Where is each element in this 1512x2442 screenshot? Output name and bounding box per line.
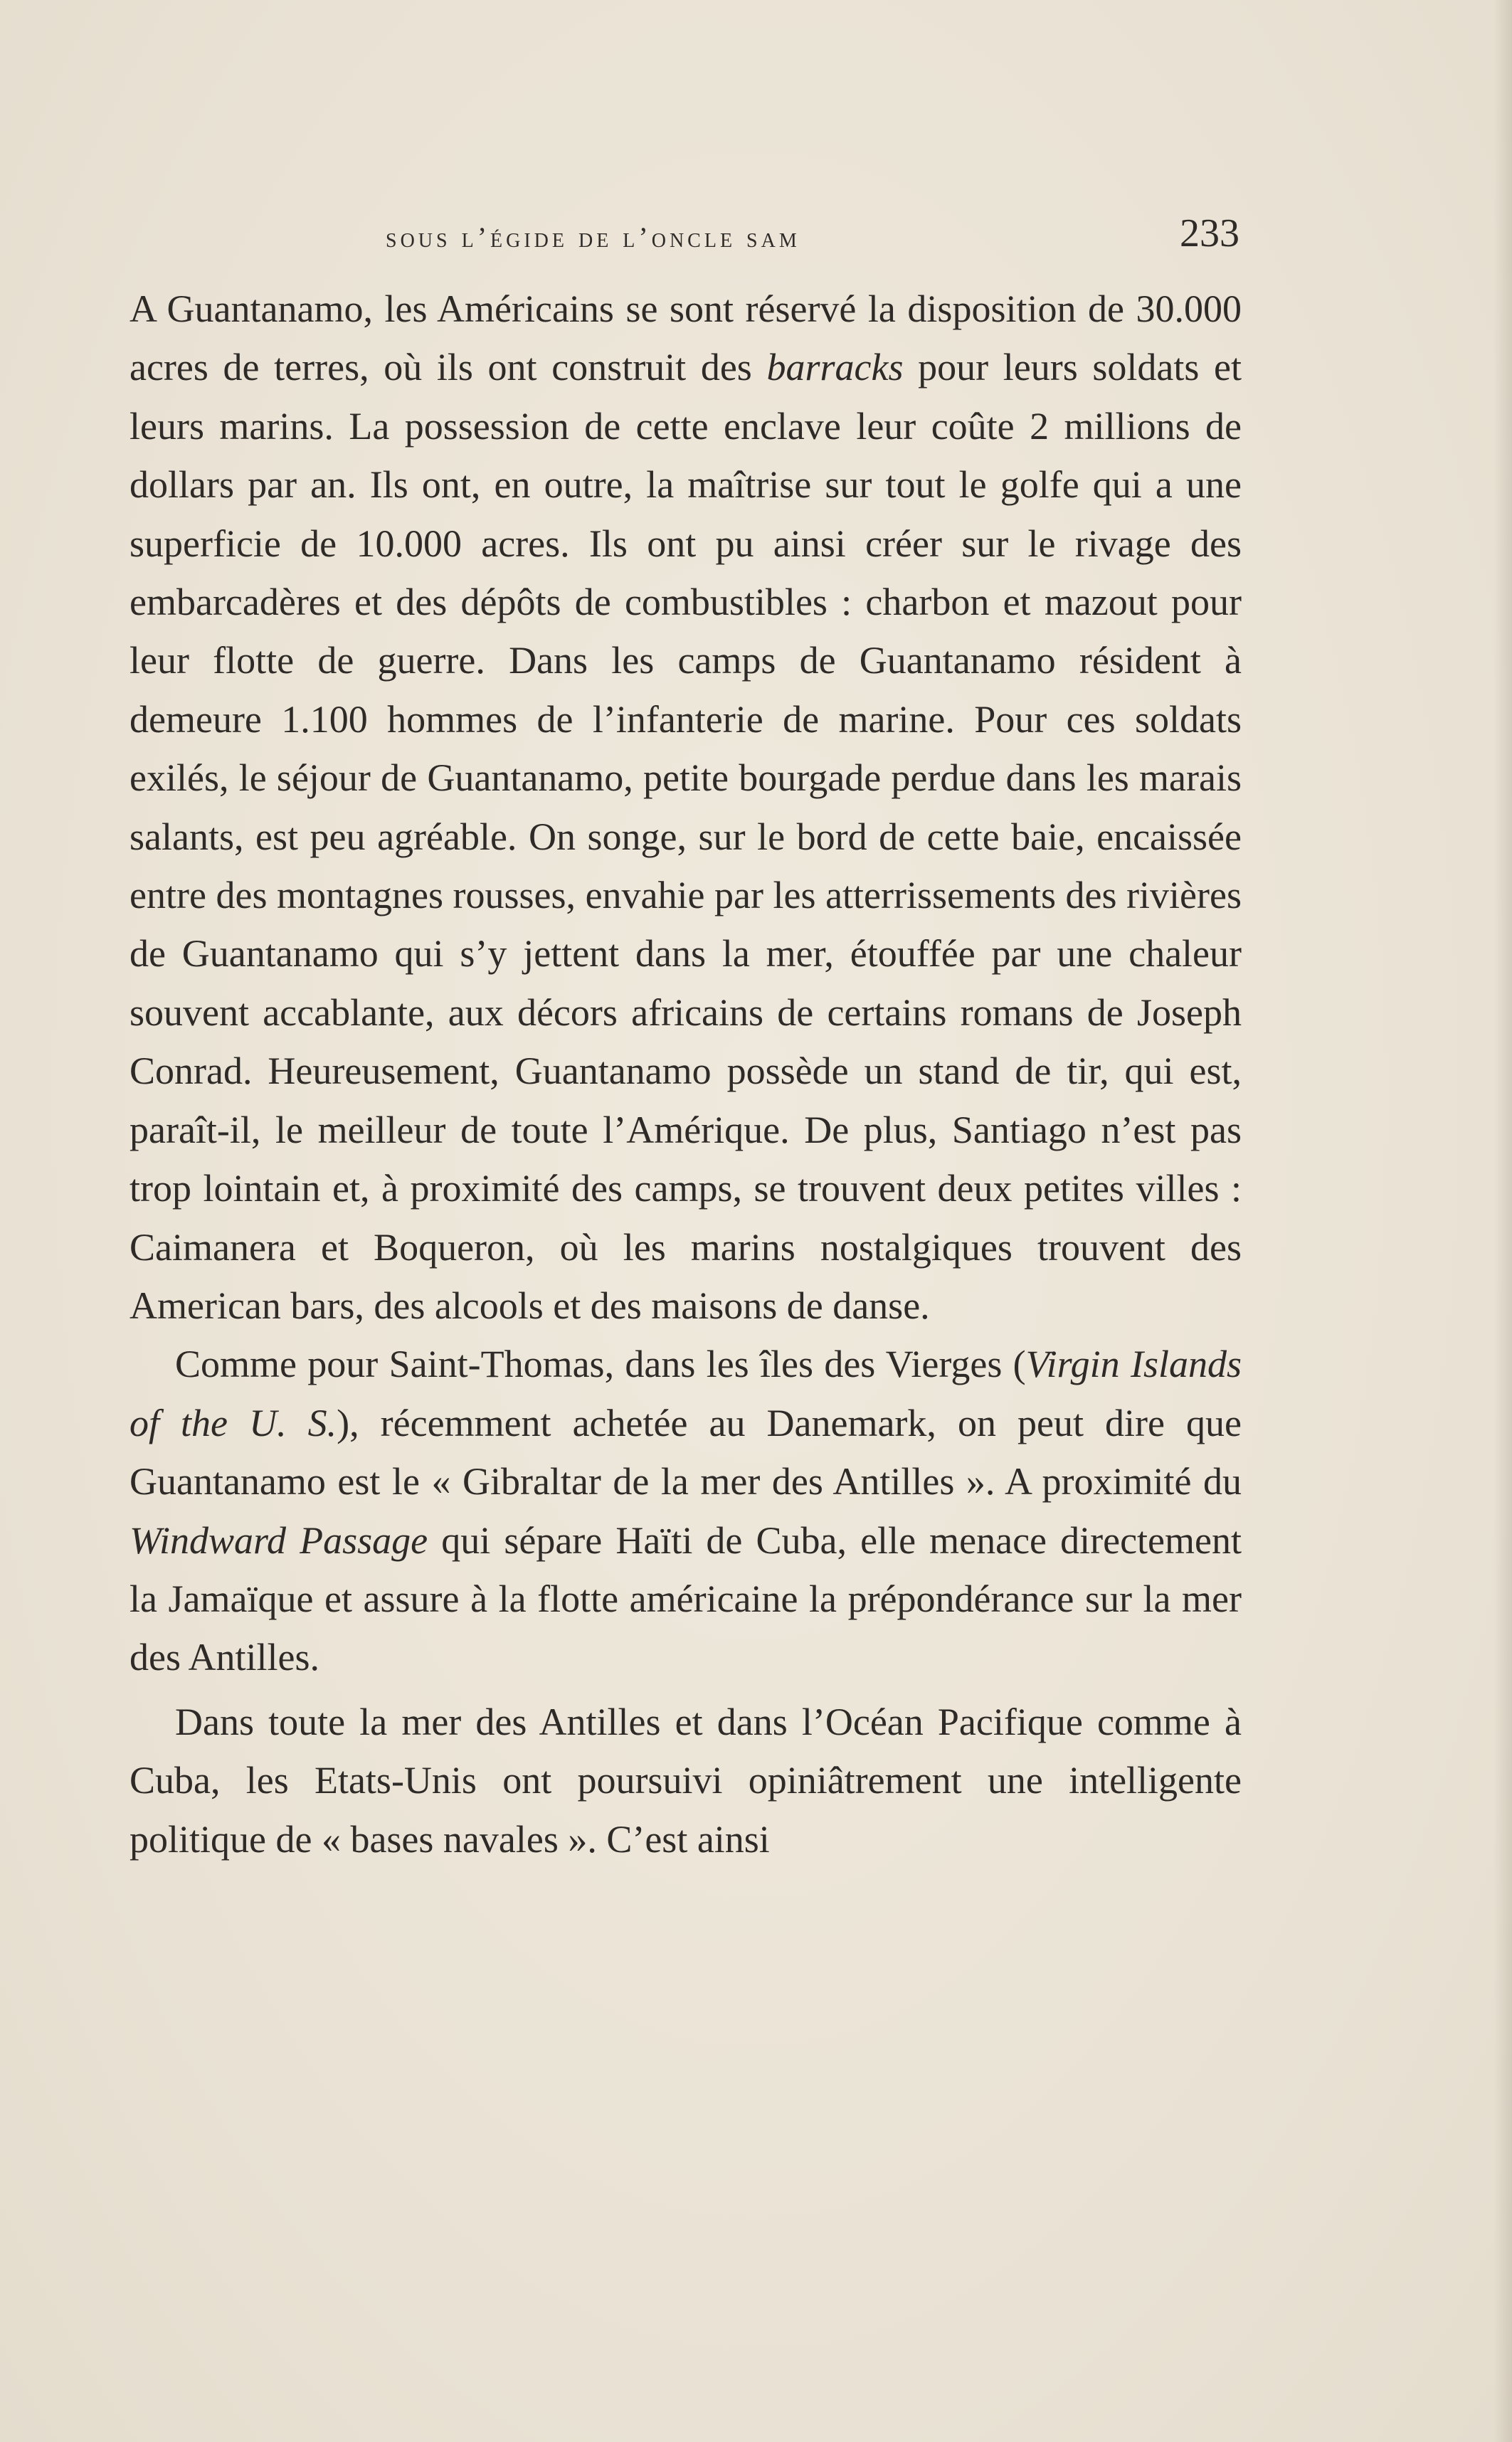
paragraph-antilles bbox=[129, 1693, 1242, 1868]
page-number: 233 bbox=[1180, 211, 1239, 255]
paragraph-text: ), récemment achetée au Danemark, on peut dire que Guantanamo est le « Gibraltar de la mer des Antilles ». A proximité du bbox=[129, 1401, 1242, 1503]
paragraph-text: Comme pour Saint-Thomas, dans les îles des Vierges ( bbox=[175, 1343, 1026, 1386]
paragraph-text: qui sépare Haïti de Cuba, elle menace directement la Jamaïque et assure à la flotte américaine la prépondérance sur la mer des Antilles. bbox=[129, 1518, 1242, 1679]
paragraph-saint-thomas bbox=[129, 1335, 1242, 1686]
italic-term-barracks: barracks bbox=[766, 346, 904, 389]
paragraph-text: pour leurs soldats et leurs marins. La possession de cette enclave leur coûte 2 millions de dollars par an. Ils ont, en outre, la maîtrise sur tout le golfe qui a une superficie de 10.000 acres. Ils ont pu ainsi créer sur le rivage des embarcadères et des dépôts de combustibles : charbon et mazout pour leur flotte de guerre. Dans les camps de Guantanamo résident à demeure 1.100 hommes de l’infanterie de marine. Pour ces soldats exilés, le séjour de Guantanamo, petite bourgade perdue dans les marais salants, est peu agréable. On songe, sur le bord de cette baie, encaissée entre des montagnes rousses, envahie par les atterrissements des rivières de Guantanamo qui s’y jettent dans la mer, étouffée par une chaleur souvent accablante, aux décors africains de certains romans de Joseph Conrad. Heureusement, Guantanamo possède un stand de tir, qui est, paraît-il, le meilleur de toute l’Amérique. De plus, Santiago n’est pas trop lointain et, à proximité des camps, se trouvent deux petites villes : Caimanera et Boqueron, où les marins nostalgiques trouvent des American bars, des alcools et des maisons de danse. bbox=[129, 346, 1242, 1327]
running-title: sous l’égide de l’oncle sam bbox=[386, 221, 800, 253]
running-head bbox=[129, 211, 1239, 268]
body-text bbox=[129, 280, 1242, 1868]
paragraph-guantanamo bbox=[129, 280, 1242, 1335]
paragraph-text: A Guantanamo, les Américains se sont réservé la disposition de 30.000 acres de terres, où ils ont construit des bbox=[129, 287, 1242, 389]
page-edge-shadow bbox=[1494, 0, 1512, 2442]
paragraph-text: Dans toute la mer des Antilles et dans l’Océan Pacifique comme à Cuba, les Etats-Unis ont poursuivi opiniâtrement une intelligente politique de « bases navales ». C’est ainsi bbox=[129, 1700, 1242, 1861]
italic-term-windward-passage: Windward Passage bbox=[129, 1518, 428, 1562]
italic-term-virgin-islands: Virgin Islands of the U. S. bbox=[129, 1343, 1242, 1444]
